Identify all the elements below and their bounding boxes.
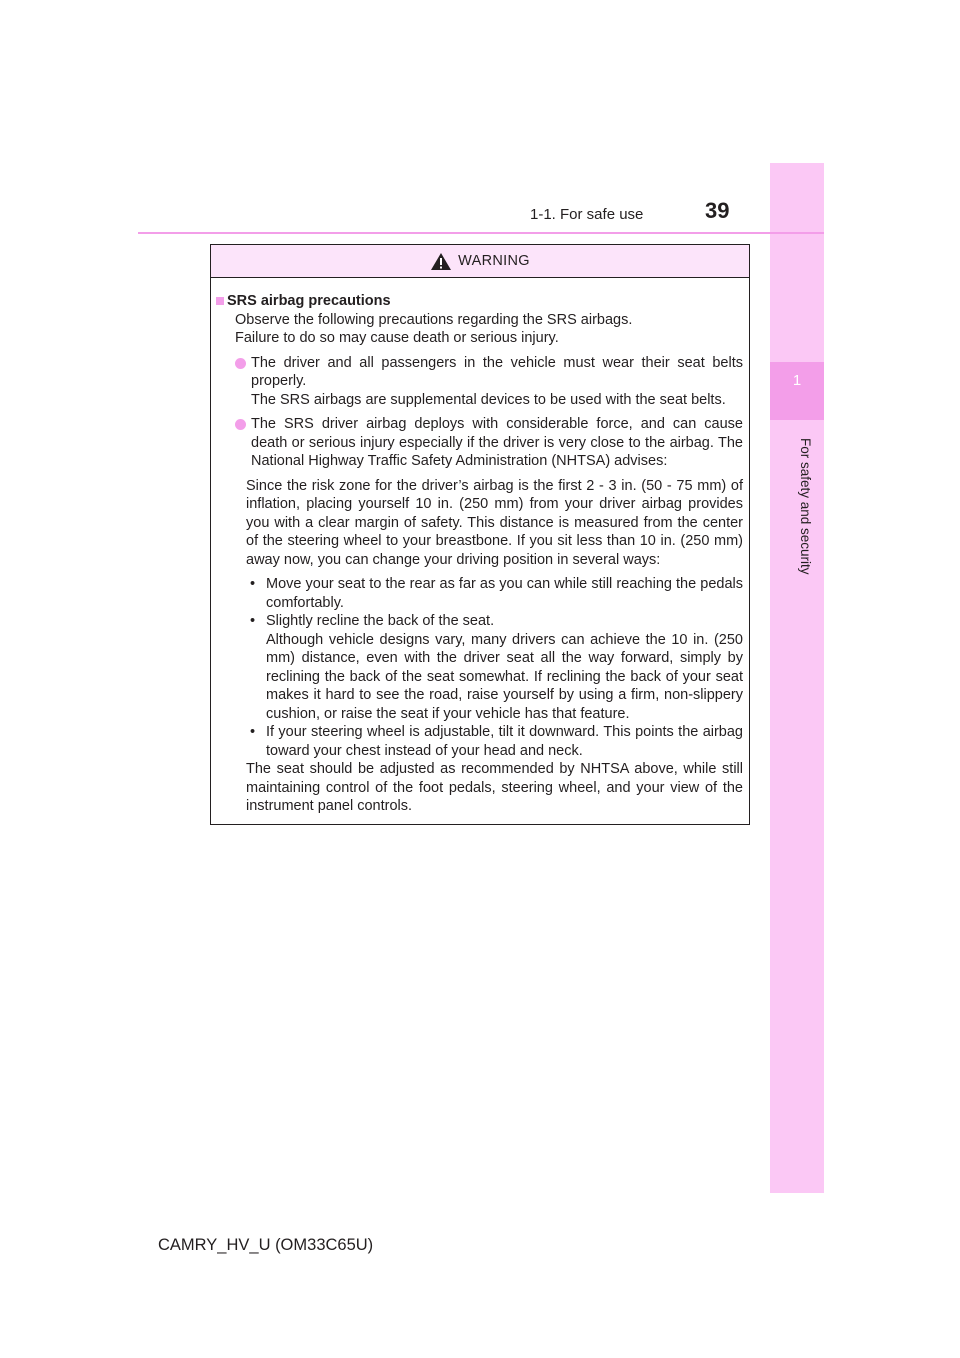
square-bullet-icon [216, 297, 224, 305]
bullet-item [246, 575, 743, 612]
model-code-footer: CAMRY_HV_U (OM33C65U) [158, 1236, 374, 1254]
warning-heading [216, 292, 743, 311]
warning-triangle-icon [430, 252, 452, 271]
circle-bullet-icon [235, 419, 246, 430]
chapter-number-block [770, 362, 824, 420]
closing-paragraph: The seat should be adjusted as recommended by NHTSA above, while still maintaining control of the foot pedals, steering wheel, and your view of the instrument panel controls. [246, 761, 743, 814]
warning-body [211, 278, 749, 816]
bullet-list [216, 575, 743, 760]
bullet-item [246, 612, 743, 723]
warning-header [211, 245, 749, 278]
bullet-mark: • [250, 576, 256, 592]
chapter-title: For safety and security [798, 438, 813, 575]
item-2-text: The SRS driver airbag deploys with considerable force, and can cause death or serious injury especially if the driver is very close to the airbag. The National Highway Traffic Safety Administration (NHTSA) advises: [251, 416, 743, 469]
chapter-number: 1 [792, 372, 802, 389]
bullet-1-text: Move your seat to the rear as far as you can while still reaching the pedals comfortably. [266, 576, 743, 611]
list-item [216, 415, 743, 471]
circle-bullet-icon [235, 358, 246, 369]
intro-line-2: Failure to do so may cause death or serious injury. [235, 330, 559, 346]
section-title: 1-1. For safe use [530, 206, 644, 223]
header-rule [138, 232, 824, 234]
bullet-2-text: Slightly recline the back of the seat. [266, 613, 495, 629]
item-1-text: The driver and all passengers in the vehicle must wear their seat belts properly. [251, 354, 743, 389]
page-number: 39 [705, 198, 730, 223]
item-2-paragraph: Since the risk zone for the driver’s airbag is the first 2 - 3 in. (50 - 75 mm) of inflation, placing yourself 10 in. (250 mm) from your driver airbag provides you with a clear margin of safety. This distance is measured from the center of the steering wheel to your breastbone. If you sit less than 10 in. (250 mm) away now, you can change your driving position in several ways: [246, 477, 743, 568]
item-1-continued: The SRS airbags are supplemental devices to be used with the seat belts. [251, 391, 726, 408]
chapter-side-tab [770, 163, 824, 1193]
bullet-2-continued: Although vehicle designs vary, many drivers can achieve the 10 in. (250 mm) distance, even with the driver seat all the way forward, simply by reclining the back of the seat somewhat. If reclining the back of your seat makes it hard to see the road, raise yourself by using a firm, non-slippery cushion, or raise the seat if your vehicle has that feature. [266, 631, 743, 722]
intro-line-1: Observe the following precautions regarding the SRS airbags. [235, 311, 633, 328]
bullet-mark: • [250, 613, 256, 629]
warning-heading-text: SRS airbag precautions [227, 293, 391, 309]
list-item [216, 354, 743, 410]
bullet-3-text: If your steering wheel is adjustable, tilt it downward. This points the airbag toward your chest instead of your head and neck. [266, 724, 743, 759]
warning-label: WARNING [458, 253, 530, 269]
bullet-item [246, 723, 743, 760]
warning-box [210, 244, 750, 825]
bullet-mark: • [250, 724, 256, 740]
